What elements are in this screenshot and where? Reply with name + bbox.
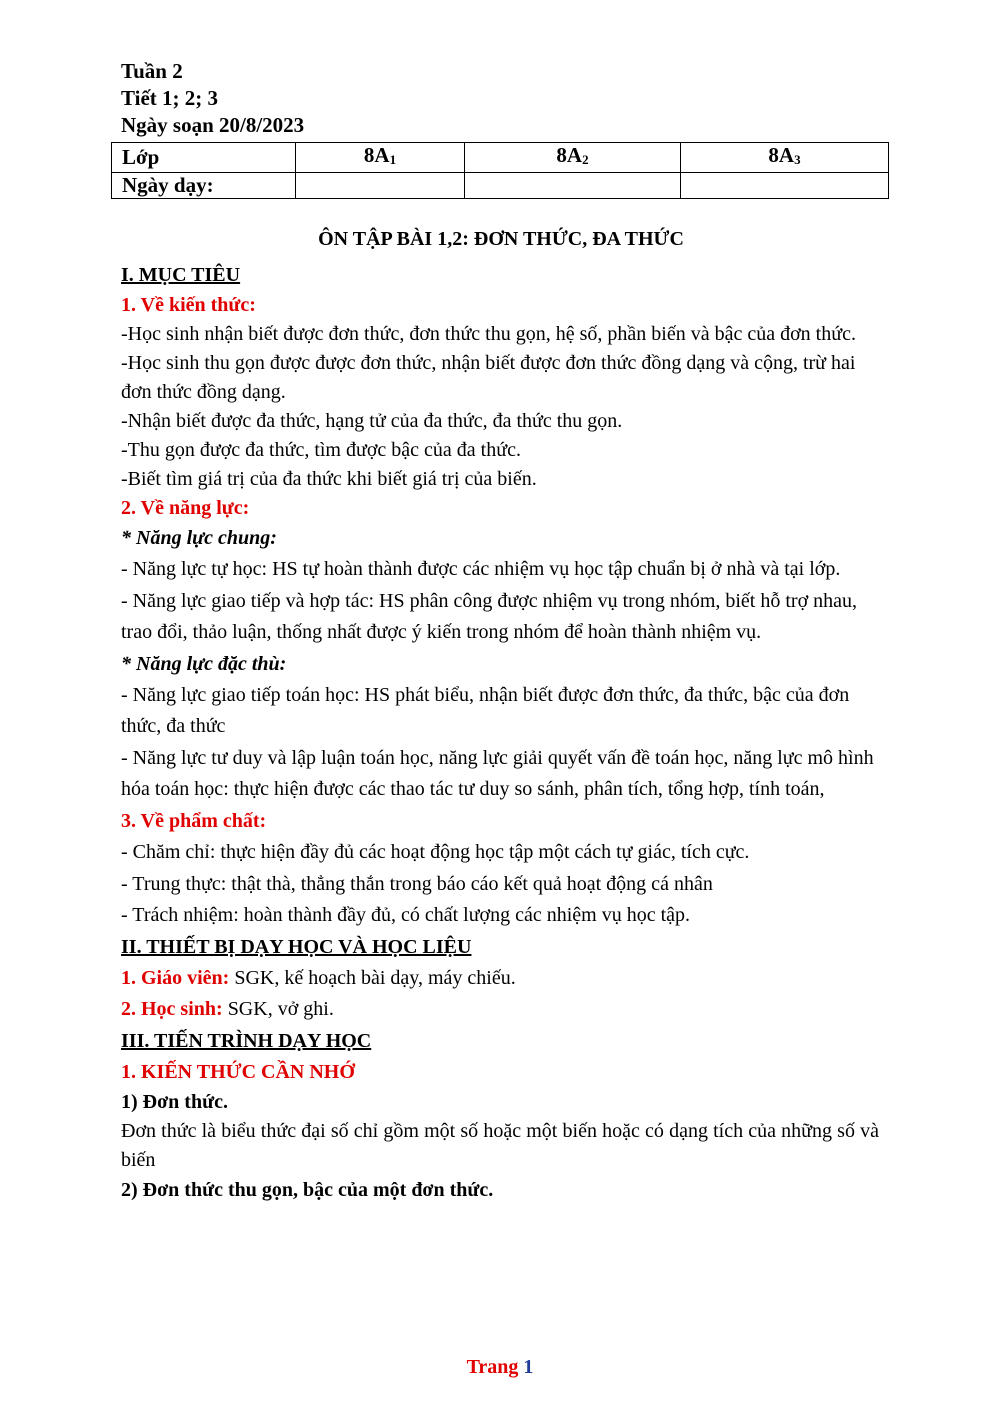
competency-item: - Năng lực tự học: HS tự hoàn thành được các nhiệm vụ học tập chuẩn bị ở nhà và tại lớp. bbox=[121, 558, 841, 580]
teaching-date-cell-1 bbox=[296, 173, 465, 199]
section-heading-equipment: II. THIẾT BỊ DẠY HỌC VÀ HỌC LIỆU bbox=[121, 935, 472, 958]
class-label: Lớp bbox=[112, 143, 296, 173]
periods-label: Tiết 1; 2; 3 bbox=[121, 86, 219, 110]
class-cell-3: $8A_3$ bbox=[681, 143, 889, 173]
knowledge-item: -Biết tìm giá trị của đa thức khi biết giá trị của biến. bbox=[121, 468, 537, 490]
document-header bbox=[121, 58, 881, 139]
knowledge-review-heading: 1. KIẾN THỨC CẦN NHỚ bbox=[121, 1060, 355, 1083]
reduced-monomial-heading: 2) Đơn thức thu gọn, bậc của một đơn thức. bbox=[121, 1179, 494, 1201]
lesson-title: ÔN TẬP BÀI 1,2: ĐƠN THỨC, ĐA THỨC bbox=[318, 228, 684, 250]
section-heading-objectives: I. MỤC TIÊU bbox=[121, 264, 241, 286]
class-cell-1: $8A_1$ bbox=[296, 143, 465, 173]
quality-item: - Chăm chỉ: thực hiện đầy đủ các hoạt động học tập một cách tự giác, tích cực. bbox=[121, 841, 750, 863]
teaching-date-cell-2 bbox=[465, 173, 681, 199]
quality-item: - Trách nhiệm: hoàn thành đầy đủ, có chất lượng các nhiệm vụ học tập. bbox=[121, 904, 691, 926]
competency-heading: 2. Về năng lực: bbox=[121, 497, 250, 519]
monomial-definition: Đơn thức là biểu thức đại số chỉ gồm một số hoặc một biến hoặc có dạng tích của những số và biến bbox=[121, 1120, 879, 1171]
student-materials: 2. Học sinh: SGK, vở ghi. bbox=[121, 998, 334, 1020]
teacher-materials: 1. Giáo viên: SGK, kế hoạch bài dạy, máy chiếu. bbox=[121, 966, 516, 989]
monomial-heading: 1) Đơn thức. bbox=[121, 1091, 228, 1113]
section-heading-process: III. TIẾN TRÌNH DẠY HỌC bbox=[121, 1029, 372, 1052]
knowledge-item: -Thu gọn được đa thức, tìm được bậc của đa thức. bbox=[121, 439, 521, 461]
schedule-table bbox=[111, 142, 889, 199]
date-label: Ngày soạn 20/8/2023 bbox=[121, 113, 305, 137]
knowledge-heading: 1. Về kiến thức: bbox=[121, 294, 256, 316]
competency-item: - Năng lực giao tiếp và hợp tác: HS phân công được nhiệm vụ trong nhóm, biết hỗ trợ nhau, trao đổi, thảo luận, thống nhất được ý kiến trong nhóm để hoàn thành nhiệm vụ. bbox=[121, 589, 858, 643]
table-row bbox=[112, 173, 889, 199]
specific-competency-heading: * Năng lực đặc thù: bbox=[121, 652, 287, 675]
document-body bbox=[121, 260, 879, 1207]
knowledge-item: -Học sinh nhận biết được đơn thức, đơn thức thu gọn, hệ số, phần biến và bậc của đơn thức. bbox=[121, 323, 856, 345]
competency-item: - Năng lực tư duy và lập luận toán học, năng lực giải quyết vấn đề toán học, năng lực mô hình hóa toán học: thực hiện được các thao tác tư duy so sánh, phân tích, tổng hợp, tính toán, bbox=[121, 746, 874, 800]
teaching-date-label: Ngày dạy: bbox=[112, 173, 296, 199]
page-footer bbox=[0, 1356, 1000, 1379]
teaching-date-cell-3 bbox=[681, 173, 889, 199]
table-row bbox=[112, 143, 889, 173]
page-number: 1 bbox=[523, 1356, 534, 1378]
quality-heading: 3. Về phẩm chất: bbox=[121, 809, 267, 832]
week-label: Tuần 2 bbox=[121, 59, 183, 83]
competency-item: - Năng lực giao tiếp toán học: HS phát biểu, nhận biết được đơn thức, đa thức, bậc của đơn thức, đa thức bbox=[121, 683, 850, 737]
page-label: Trang bbox=[466, 1356, 524, 1378]
knowledge-item: -Nhận biết được đa thức, hạng tử của đa thức, đa thức thu gọn. bbox=[121, 410, 623, 432]
quality-item: - Trung thực: thật thà, thẳng thắn trong báo cáo kết quả hoạt động cá nhân bbox=[121, 872, 713, 895]
general-competency-heading: * Năng lực chung: bbox=[121, 527, 277, 549]
knowledge-item: -Học sinh thu gọn được được đơn thức, nhận biết được đơn thức đồng dạng và cộng, trừ hai đơn thức đồng dạng. bbox=[121, 352, 856, 403]
class-cell-2: $8A_2$ bbox=[465, 143, 681, 173]
